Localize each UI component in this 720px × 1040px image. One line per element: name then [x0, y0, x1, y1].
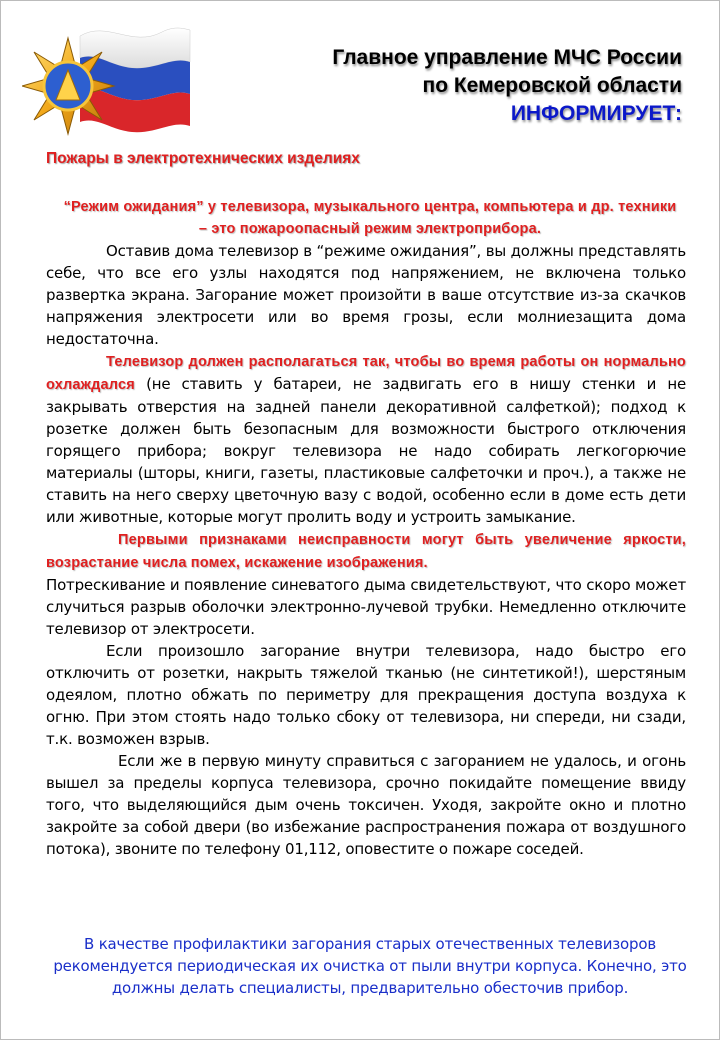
paragraph-symptoms [46, 528, 686, 640]
paragraph-evacuation: Если же в первую минуту справиться с загоранием не удалось, и огонь вышел за пределы корпуса телевизора, срочно покидайте помещение ввиду того, что выделяющийся дым очень токсичен. Уходя, закройте окно и плотно закройте за собой двери (во избежание распространения пожара от воздушного потока), звоните по телефону 01,112, оповестите о пожаре соседей. [46, 752, 686, 858]
paragraph-standby: Оставив дома телевизор в “режиме ожидания”, вы должны представлять себе, что все его узлы находятся под напряжением, не включена только развертка экрана. Загорание может произойти в ваше отсутствие из-за скачков напряжения электросети или во время грозы, если молниезащита дома недостаточна. [46, 242, 686, 348]
page-title: Пожары в электротехнических изделиях [46, 150, 360, 167]
article-body [46, 196, 686, 860]
header-informs: ИНФОРМИРУЕТ: [510, 102, 682, 125]
header-line-1: Главное управление МЧС России [332, 46, 682, 69]
intro-warning: “Режим ожидания” у телевизора, музыкального центра, компьютера и др. техники – это пожароопасный режим электроприбора. [63, 199, 677, 237]
mchs-emblem-flag-icon [22, 18, 194, 146]
symptoms-text: Потрескивание и появление синеватого дыма свидетельствуют, что скоро может случиться разрыв оболочки электронно-лучевой трубки. Немедленно отключите телевизор от электросети. [46, 576, 686, 638]
placement-text: (не ставить у батареи, не задвигать его в нишу стенки и не закрывать отверстия на задней панели декоративной салфеткой); подход к розетке должен быть безопасным для возможности быстрого отключения горящего прибора; вокруг телевизора не надо собирать легкогорючие материалы (шторы, книги, газеты, пластиковые салфеточки и проч.), а также не ставить на него сверху цветочную вазу с водой, особенно если в доме есть дети или животные, которые могут пролить воду и устроить замыкание. [46, 375, 686, 526]
paragraph-ignition: Если произошло загорание внутри телевизора, надо быстро его отключить от розетки, накрыть тяжелой тканью (не синтетикой!), шерстяным одеялом, плотно обжать по периметру для прекращения доступа воздуха к огню. При этом стоять надо только сбоку от телевизора, ни спереди, ни сзади, т.к. возможен взрыв. [46, 642, 686, 748]
symptoms-highlight: Первыми признаками неисправности могут быть увеличение яркости, возрастание числа помех, искажение изображения. [46, 532, 686, 571]
prevention-note: В качестве профилактики загорания старых отечественных телевизоров рекомендуется периодическая их очистка от пыли внутри корпуса. Конечно, это должны делать специалисты, предварительно обесточив прибор. [53, 935, 687, 997]
paragraph-placement [46, 350, 686, 528]
header [332, 44, 682, 128]
placement-highlight: Телевизор должен располагаться так, чтобы во время работы он нормально охлаждался [46, 354, 686, 393]
header-line-2: по Кемеровской области [422, 74, 682, 97]
